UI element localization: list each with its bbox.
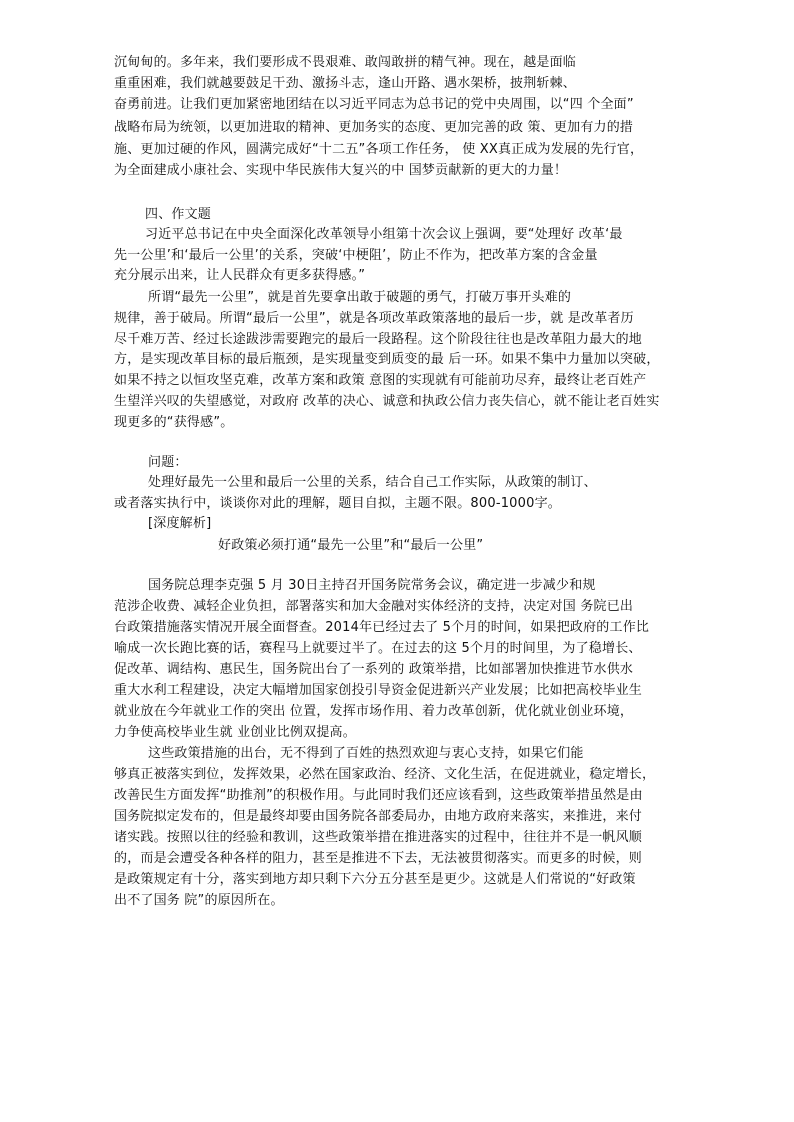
question-label: 问题： [148,455,188,470]
essay-p2-line-7: 是政策规定有十分，落实到地方却只剩下六分五分甚至是更少。这就是人们常说的“好政策 [114,872,636,887]
explain-line-2: 规律，善于破局。所谓“最后一公里”，就是各项改革政策落地的最后一步，就 是改革者历 [114,311,634,326]
essay-p1-line-2: 范涉企收费、减轻企业负担，部署落实和加大金融对实体经济的支持，决定对国 务院已出 [114,599,634,614]
intro-line-2: 重重困难，我们就越要鼓足干劲、激扬斗志，逢山开路、遇水架桥，披荆斩棘、 [114,76,577,91]
explain-line-6: 生望洋兴叹的失望感觉，对政府 改革的决心、诚意和执政公信力丧失信心，就不能让老百姓实 [114,394,660,409]
essay-p2-line-4: 国务院拟定发布的，但是最终却要由国务院各部委局办，由地方政府来落实，来推进，来付 [114,809,643,824]
intro-line-4: 战略布局为统领，以更加进取的精神、更加务实的态度、更加完善的政 策、更加有力的措 [114,120,634,135]
essay-p1-line-6: 重大水利工程建设，决定大幅增加国家创投引导资金促进新兴产业发展；比如把高校毕业生 [114,683,643,698]
essay-p1-line-5: 促改革、调结构、惠民生，国务院出台了一系列的 政策举措，比如部署加快推进节水供水 [114,662,634,677]
essay-title: 好政策必须打通“最先一公里”和“最后一公里” [218,538,484,553]
explain-line-4: 方，是实现改革目标的最后瓶颈，是实现量变到质变的最 后一环。如果不集中力量加以突破， [114,352,660,367]
prompt-line-3: 充分展示出来，让人民群众有更多获得感。” [114,268,366,283]
explain-line-1: 所谓“最先一公里”，就是首先要拿出敢于破题的勇气，打破万事开头难的 [148,290,572,305]
essay-p2-line-2: 够真正被落实到位，发挥效果，必然在国家政治、经济、文化生活，在促进就业，稳定增长， [114,767,656,782]
question-line-1: 处理好最先一公里和最后一公里的关系，结合自己工作实际，从政策的制订、 [148,475,597,490]
prompt-line-1: 习近平总书记在中央全面深化改革领导小组第十次会议上强调，要“处理好 改革‘最 [145,227,623,242]
intro-line-3: 奋勇前进。让我们更加紧密地团结在以习近平同志为总书记的党中央周围，以“四 个全面” [114,97,634,112]
essay-p2-line-5: 诸实践。按照以往的经验和教训，这些政策举措在推进落实的过程中，往往并不是一帆风顺 [114,830,643,845]
explain-line-3: 尽千难万苦、经过长途跋涉需要跑完的最后一段路程。这个阶段往往也是改革阻力最大的地 [114,332,643,347]
intro-line-6: 为全面建成小康社会、实现中华民族伟大复兴的中 国梦贡献新的更大的力量！ [114,163,568,178]
intro-line-5: 施、更加过硬的作风，圆满完成好“十二五”各项工作任务， 使 XX真正成为发展的先行官， [114,142,644,157]
essay-p2-line-6: 的，而是会遭受各种各样的阻力，甚至是推进不下去，无法被贯彻落实。而更多的时候，则 [114,851,643,866]
essay-p1-line-4: 喻成一次长跑比赛的话，赛程马上就要过半了。在过去的这 5个月的时间里，为了稳增长、 [114,641,642,656]
intro-line-1: 沉甸甸的。多年来，我们要形成不畏艰难、敢闯敢拼的精气神。现在，越是面临 [114,55,577,70]
explain-line-7: 现更多的“获得感”。 [114,415,234,430]
analysis-label: [深度解析] [148,516,212,531]
prompt-line-2: 先一公里’和‘最后一公里’的关系，突破‘中梗阻’，防止不作为，把改革方案的含金量 [114,248,598,263]
essay-p2-line-3: 改善民生方面发挥“助推剂”的积极作用。与此同时我们还应该看到，这些政策举措虽然是由 [114,788,643,803]
question-line-2: 或者落实执行中，谈谈你对此的理解，题目自拟，主题不限。800-1000字。 [114,496,561,511]
explain-line-5: 如果不持之以恒攻坚克难，改革方案和政策 意图的实现就有可能前功尽弃，最终让老百姓产 [114,373,647,388]
essay-p1-line-3: 台政策措施落实情况开展全面督查。2014年已经过去了 5个月的时间，如果把政府的工作比 [114,620,650,635]
section-heading: 四、作文题 [145,207,212,222]
essay-p1-line-1: 国务院总理李克强 5 月 30日主持召开国务院常务会议，确定进一步减少和规 [148,578,596,593]
essay-p1-line-8: 力争使高校毕业生就 业创业比例双提高。 [114,725,356,740]
essay-p1-line-7: 就业放在今年就业工作的突出 位置，发挥市场作用、着力改革创新，优化就业创业环境， [114,704,634,719]
essay-p2-line-8: 出不了国务 院”的原因所在。 [114,893,284,908]
essay-p2-line-1: 这些政策措施的出台，无不得到了百姓的热烈欢迎与衷心支持，如果它们能 [148,746,584,761]
